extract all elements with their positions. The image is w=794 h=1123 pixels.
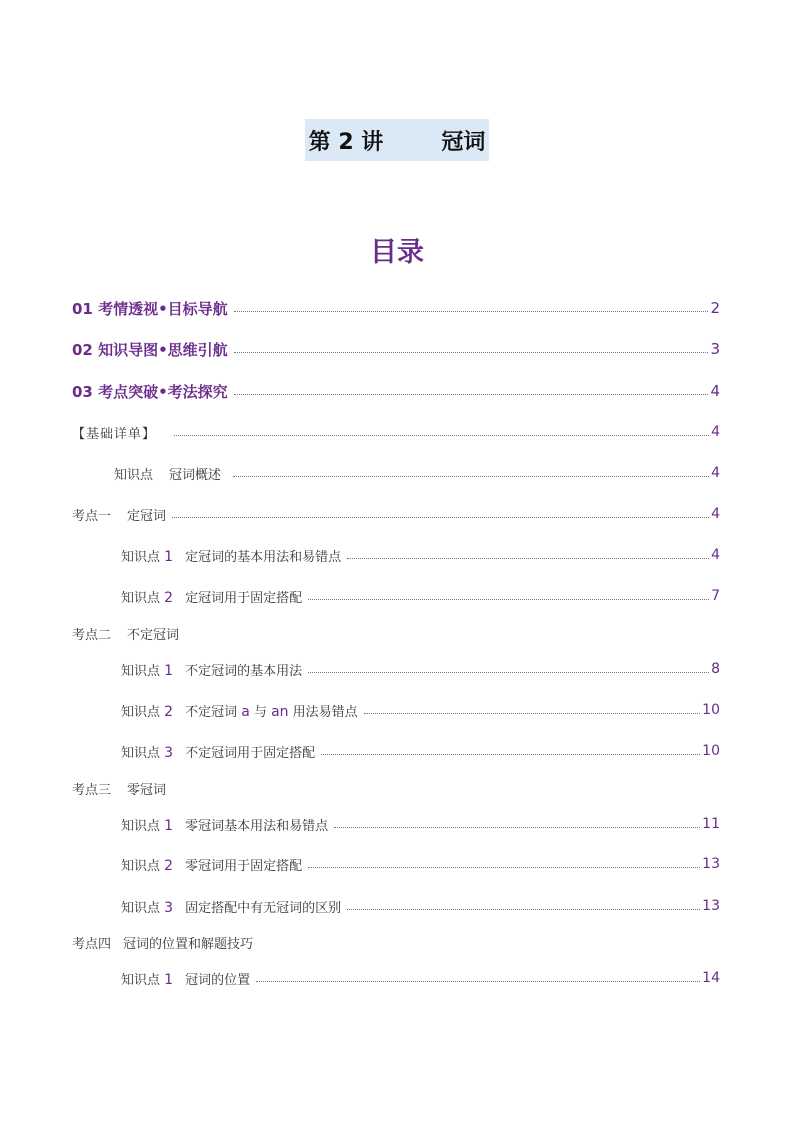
toc-section-label <box>72 933 253 952</box>
toc-entry-prefix: 知识点 <box>121 745 161 761</box>
toc-entry-label <box>121 587 302 606</box>
toc-entry-prefix: 知识点 <box>114 467 154 483</box>
toc-entry-label <box>121 815 328 834</box>
toc-leader <box>364 713 701 714</box>
toc-entry-article-overview[interactable] <box>114 461 720 485</box>
toc-page-number: 2 <box>710 299 720 317</box>
toc-section-title: 不定冠词 <box>127 627 180 643</box>
toc-entry-label <box>121 701 358 720</box>
toc-section-prefix: 考点一 <box>72 508 112 524</box>
toc-page-number: 13 <box>702 898 720 914</box>
toc-entry-label <box>121 660 302 679</box>
toc-entry-knowledge-point[interactable] <box>121 852 720 876</box>
toc-entry-title: 不定冠词 <box>185 704 242 720</box>
toc-entry-label <box>121 742 315 761</box>
toc-entry-prefix: 知识点 <box>121 818 161 834</box>
toc-section-title: 零冠词 <box>127 782 167 798</box>
toc-entry-label <box>121 855 302 874</box>
toc-leader <box>256 981 700 982</box>
toc-entry-label: 03 考点突破•考法探究 <box>72 382 228 401</box>
toc-entry-prefix: 知识点 <box>121 549 161 565</box>
toc-entry-number: 2 <box>164 589 174 606</box>
toc-leader <box>234 394 709 395</box>
toc-entry-title: 固定搭配中有无冠词的区别 <box>185 900 342 916</box>
toc-entry-title: 不定冠词用于固定搭配 <box>185 745 316 761</box>
toc-entry-number: 3 <box>164 744 174 761</box>
toc-entry-title: 冠词的位置 <box>185 972 251 988</box>
toc-page-number: 4 <box>711 547 720 563</box>
toc-leader <box>334 827 700 828</box>
toc-entry-number: 1 <box>164 548 174 565</box>
toc-section-prefix: 考点四 <box>72 936 112 952</box>
toc-page-number: 4 <box>711 465 720 481</box>
toc-page-number: 4 <box>711 424 720 440</box>
toc-entry-title: 零冠词用于固定搭配 <box>185 858 303 874</box>
toc-entry-prefix: 知识点 <box>121 590 161 606</box>
toc-section-zero-article[interactable] <box>72 776 720 800</box>
toc-entry-overview[interactable] <box>72 296 720 320</box>
toc-entry-mindmap[interactable] <box>72 337 720 361</box>
toc-page-number: 14 <box>702 970 720 986</box>
lecture-title-highlight <box>305 119 490 161</box>
toc-entry-label <box>121 969 250 988</box>
toc-entry-number: 1 <box>164 662 174 679</box>
toc-section-label <box>72 779 166 798</box>
toc-section-title: 定冠词 <box>127 508 167 524</box>
toc-entry-number: 1 <box>164 971 174 988</box>
toc-heading: 目录 <box>370 237 424 268</box>
toc-leader <box>308 599 709 600</box>
toc-entry-label: 02 知识导图•思维引航 <box>72 340 228 359</box>
toc-section-title: 冠词的位置和解题技巧 <box>123 936 254 952</box>
toc-section-prefix: 考点二 <box>72 627 112 643</box>
toc-page-number: 8 <box>711 661 720 677</box>
toc-entry-title: 不定冠词的基本用法 <box>185 663 303 679</box>
lecture-topic: 冠词 <box>441 129 486 155</box>
toc-page-number: 3 <box>710 340 720 358</box>
toc-leader <box>321 754 700 755</box>
toc-entry-title: 用法易错点 <box>288 704 358 720</box>
toc-entry-label: 【基础详单】 <box>72 426 157 442</box>
toc-entry-knowledge-point[interactable] <box>121 698 720 722</box>
toc-section-indefinite-article[interactable] <box>72 621 720 645</box>
toc-page-number: 11 <box>702 816 720 832</box>
toc-entry-label <box>121 897 341 916</box>
toc-leader <box>174 435 709 436</box>
toc-entry-knowledge-point[interactable] <box>121 543 720 567</box>
toc-leader <box>234 311 709 312</box>
toc-entry-prefix: 知识点 <box>121 858 161 874</box>
toc-leader <box>172 517 709 518</box>
toc-entry-term: a <box>241 703 250 720</box>
toc-entry-knowledge-point[interactable] <box>121 584 720 608</box>
toc-entry-term: an <box>271 703 289 720</box>
toc-entry-knowledge-point[interactable] <box>121 657 720 681</box>
toc-leader <box>234 352 709 353</box>
toc-entry-title: 与 <box>249 704 272 720</box>
toc-entry-title: 零冠词基本用法和易错点 <box>185 818 329 834</box>
toc-page-number: 4 <box>711 506 720 522</box>
toc-entry-number: 2 <box>164 703 174 720</box>
toc-page-number: 7 <box>711 588 720 604</box>
toc-entry-prefix: 知识点 <box>121 663 161 679</box>
toc-section-prefix: 考点三 <box>72 782 112 798</box>
toc-entry-breakthrough[interactable] <box>72 379 720 403</box>
toc-leader <box>308 867 700 868</box>
toc-entry-number: 2 <box>164 857 174 874</box>
toc-entry-prefix: 知识点 <box>121 972 161 988</box>
toc-entry-title: 定冠词的基本用法和易错点 <box>185 549 342 565</box>
toc-entry-prefix: 知识点 <box>121 900 161 916</box>
toc-entry-label <box>121 546 341 565</box>
toc-leader <box>347 909 700 910</box>
toc-section-label <box>72 624 179 643</box>
toc-entry-knowledge-point[interactable] <box>121 966 720 990</box>
toc-page-number: 10 <box>702 743 720 759</box>
toc-entry-label <box>114 464 221 483</box>
toc-entry-knowledge-point[interactable] <box>121 739 720 763</box>
toc-leader <box>308 672 709 673</box>
toc-entry-knowledge-point[interactable] <box>121 812 720 836</box>
toc-entry-title: 定冠词用于固定搭配 <box>185 590 303 606</box>
toc-leader <box>347 558 709 559</box>
toc-section-label <box>72 505 166 524</box>
toc-section-definite-article[interactable] <box>72 502 720 526</box>
toc-leader <box>233 476 709 477</box>
toc-entry-title: 冠词概述 <box>169 467 222 483</box>
toc-entry-label: 01 考情透视•目标导航 <box>72 299 228 318</box>
toc-entry-basic-list[interactable] <box>72 420 720 444</box>
toc-entry-number: 3 <box>164 899 174 916</box>
toc-entry-prefix: 知识点 <box>121 704 161 720</box>
toc-entry-number: 1 <box>164 817 174 834</box>
lecture-number: 第 2 讲 <box>308 129 384 155</box>
toc-entry-knowledge-point[interactable] <box>121 894 720 918</box>
lecture-title <box>0 119 794 161</box>
toc-page-number: 13 <box>702 856 720 872</box>
toc-page-number: 4 <box>710 382 720 400</box>
toc-page-number: 10 <box>702 702 720 718</box>
toc-section-article-position[interactable] <box>72 930 720 954</box>
